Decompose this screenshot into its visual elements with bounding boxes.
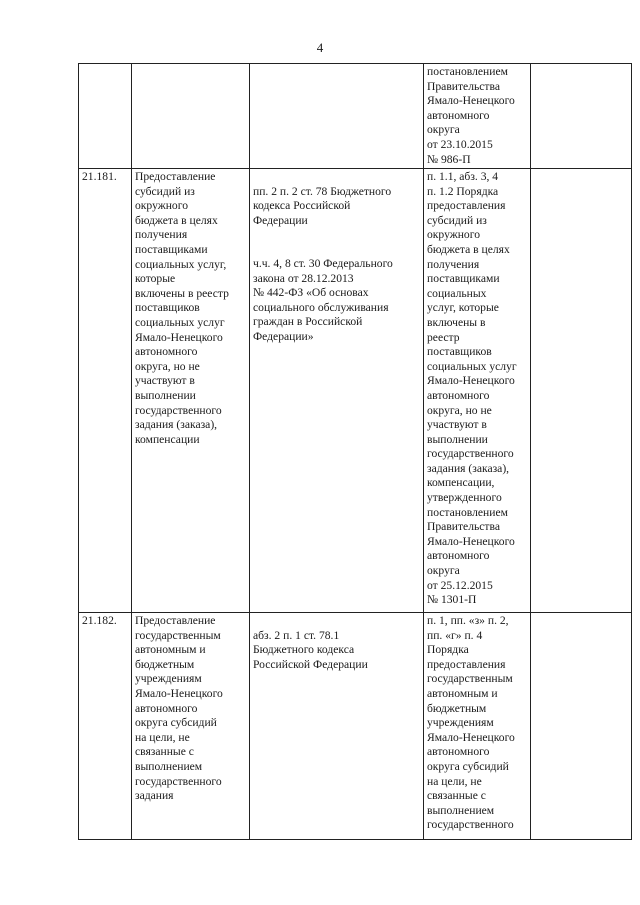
table-row	[79, 613, 632, 840]
row-number: 21.182.	[79, 613, 132, 840]
legal-basis	[250, 169, 424, 613]
legal-basis-item: абз. 2 п. 1 ст. 78.1 Бюджетного кодекса Российской Федерации	[253, 628, 368, 671]
page-number: 4	[316, 40, 324, 55]
service-name: Предоставление государственным автономным и бюджетным учреждениям Ямало-Ненецкого автономного округа субсидий на цели, не связанные с выполнением государственного задания	[132, 613, 250, 840]
legal-basis	[250, 613, 424, 840]
empty-cell	[531, 613, 632, 840]
regulation-table	[78, 63, 632, 840]
legal-basis-item: ч.ч. 4, 8 ст. 30 Федерального закона от 28.12.2013 № 442-ФЗ «Об основах социального обслуживания граждан в Российской Федерации»	[253, 256, 393, 343]
table-row	[79, 64, 632, 169]
empty-cell	[531, 64, 632, 169]
legal-basis	[250, 64, 424, 169]
service-name	[132, 64, 250, 169]
table-row	[79, 169, 632, 613]
normative-act: п. 1.1, абз. 3, 4 п. 1.2 Порядка предоставления субсидий из окружного бюджета в целях получения поставщиками социальных услуг, которые включены в реестр поставщиков социальных услуг Ямало-Ненецкого автономного округа, но не участвуют в выполнении государственного задания (заказа), компенсации, утвержденного постановлением Правительства Ямало-Ненецкого автономного округа от 25.12.2015 № 1301-П	[424, 169, 531, 613]
row-number: 21.181.	[79, 169, 132, 613]
normative-act: постановлением Правительства Ямало-Ненецкого автономного округа от 23.10.2015 № 986-П	[424, 64, 531, 169]
normative-act: п. 1, пп. «з» п. 2, пп. «г» п. 4 Порядка предоставления государственным автономным и бюджетным учреждениям Ямало-Ненецкого автономного округа субсидий на цели, не связанные с выполнением государственного	[424, 613, 531, 840]
empty-cell	[531, 169, 632, 613]
service-name: Предоставление субсидий из окружного бюджета в целях получения поставщиками социальных услуг, которые включены в реестр поставщиков социальных услуг Ямало-Ненецкого автономного округа, но не участвуют в выполнении государственного задания (заказа), компенсации	[132, 169, 250, 613]
legal-basis-item: пп. 2 п. 2 ст. 78 Бюджетного кодекса Российской Федерации	[253, 184, 392, 227]
row-number	[79, 64, 132, 169]
